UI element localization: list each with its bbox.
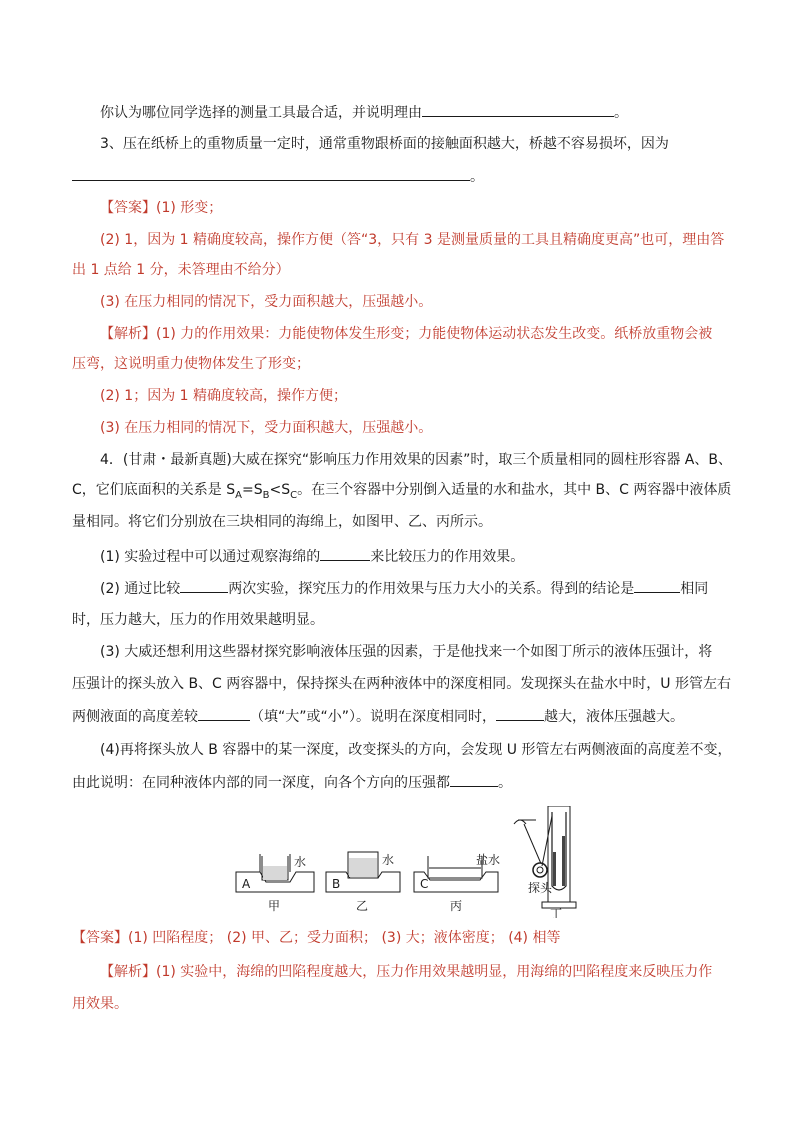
q4-text: (1) 实验过程中可以通过观察海绵的: [100, 549, 321, 565]
q4-text: 来比较压力的作用效果。: [370, 549, 525, 565]
q4-text: 两侧液面的高度差较: [72, 709, 198, 725]
sponge-bing: [414, 852, 500, 892]
q4-text: 越大，液体压强越大。: [544, 709, 685, 725]
q4-part-2: [100, 578, 750, 599]
analysis-4-line-2: 用效果。: [72, 996, 128, 1012]
q3-line-1: 3、压在纸桥上的重物质量一定时，通常重物跟桥面的接触面积越大，桥越不容易损坏，因为: [100, 136, 669, 152]
q4-part-3-line-1: (3) 大威还想利用这些器材探究影响液体压强的因素，于是他找来一个如图丁所示的液体压强计，将: [100, 644, 713, 660]
q3-line-2: [72, 166, 722, 187]
subscript: A: [235, 489, 242, 501]
q4-part-4-line-2: [72, 772, 722, 793]
q4-text: 。: [498, 775, 512, 791]
answer-text: (1) 形变；: [156, 200, 223, 216]
subscript: B: [262, 489, 270, 501]
q4-text: 由此说明：在同种液体内部的同一深度，向各个方向的压强都: [72, 775, 450, 791]
experiment-figure: [228, 806, 588, 918]
answer-2-line-1: (2) 1，因为 1 精确度较高，操作方便（答“3，只有 3 是测量质量的工具且精确度更高”也可，理由答: [100, 232, 725, 248]
analysis-tag: 【解析】: [100, 326, 156, 342]
analysis-1-line-2: 压弯，这说明重力使物体发生了形变；: [72, 356, 310, 372]
q4-line-1: 4．(甘肃・最新真题)大威在探究“影响压力作用效果的因素”时，取三个质量相同的圆柱形容器 A、B、: [100, 452, 732, 468]
answer-1: [100, 198, 750, 218]
water-label-1: 水: [294, 855, 307, 869]
brine-label: 盐水: [476, 853, 501, 867]
answer-2-line-2: 出 1 点给 1 分，未答理由不给分）: [72, 262, 290, 278]
analysis-1: [100, 324, 750, 344]
water-label-2: 水: [382, 853, 395, 867]
q4-text: (2) 通过比较: [100, 581, 181, 597]
q4-part-3-line-2: 压强计的探头放入 B、C 两容器中，保持探头在两种液体中的深度相同。发现探头在盐水中时，U 形管左右: [72, 676, 731, 692]
q4-text: （填“大”或“小”）。说明在深度相同时，: [250, 709, 497, 725]
analysis-2: (2) 1；因为 1 精确度较高，操作方便；: [100, 388, 347, 404]
q2-reason-line: [100, 102, 750, 123]
answer-4: [72, 928, 722, 948]
analysis-text: (1) 实验中，海绵的凹陷程度越大，压力作用效果越明显，用海绵的凹陷程度来反映压力作: [156, 964, 713, 980]
q3-end: 。: [470, 169, 484, 185]
answer-blank: [422, 102, 614, 117]
label-b: B: [332, 877, 341, 891]
answer-blank: [198, 706, 250, 721]
caption-ding: 丁: [550, 907, 563, 918]
pressure-gauge: [514, 806, 576, 908]
q4-line-2: [72, 480, 732, 506]
q2-reason-end: 。: [614, 105, 628, 121]
answer-blank: [320, 546, 370, 561]
answer-blank: [180, 578, 228, 593]
q4-text: 。在三个容器中分别倒入适量的水和盐水，其中 B、C 两容器中液体质: [297, 482, 732, 498]
q4-line-3: 量相同。将它们分别放在三块相同的海绵上，如图甲、乙、丙所示。: [72, 514, 492, 530]
analysis-3: (3) 在压力相同的情况下，受力面积越大，压强越小。: [100, 420, 433, 436]
q4-text: <S: [269, 482, 291, 498]
answer-tag: 【答案】: [72, 930, 128, 946]
analysis-tag: 【解析】: [100, 964, 156, 980]
caption-bing: 丙: [450, 899, 463, 913]
q4-text: =S: [241, 482, 263, 498]
sponge-yi: [326, 852, 400, 892]
label-a: A: [242, 877, 251, 891]
sponge-jia: [236, 854, 314, 892]
q4-part-3-line-3: [72, 706, 722, 727]
analysis-text: (1) 力的作用效果：力能使物体发生形变；力能使物体运动状态发生改变。纸桥放重物会被: [156, 326, 713, 342]
answer-blank: [72, 166, 470, 181]
answer-blank: [496, 706, 544, 721]
subscript: C: [290, 489, 298, 501]
q2-reason-text: 你认为哪位同学选择的测量工具最合适，并说明理由: [100, 105, 422, 121]
answer-blank: [634, 578, 680, 593]
q4-text: 相同: [680, 581, 709, 597]
q4-text: C，它们底面积的关系是 S: [72, 482, 236, 498]
q4-part-2-line-2: 时，压力越大，压力的作用效果越明显。: [72, 612, 324, 628]
answer-text: (1) 凹陷程度； (2) 甲、乙；受力面积； (3) 大；液体密度； (4) 相等: [128, 930, 561, 946]
caption-yi: 乙: [356, 899, 369, 913]
q4-text: 两次实验，探究压力的作用效果与压力大小的关系。得到的结论是: [228, 581, 635, 597]
answer-3: (3) 在压力相同的情况下，受力面积越大，压强越小。: [100, 294, 433, 310]
caption-jia: 甲: [268, 899, 281, 913]
analysis-4: [100, 962, 750, 982]
label-c: C: [420, 877, 429, 891]
probe-label: 探头: [528, 881, 553, 895]
answer-tag: 【答案】: [100, 200, 156, 216]
q4-part-4-line-1: (4)再将探头放人 B 容器中的某一深度，改变探头的方向，会发现 U 形管左右两侧液面的高度差不变，: [100, 742, 732, 758]
q4-part-1: [100, 546, 750, 567]
answer-blank: [450, 772, 498, 787]
